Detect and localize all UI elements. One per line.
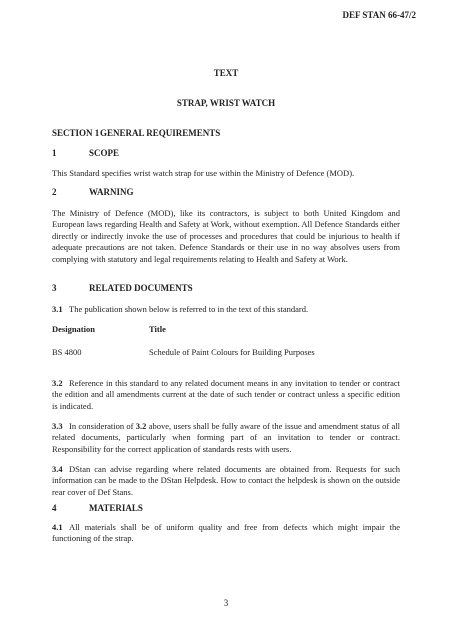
page-number: 3 <box>223 598 229 608</box>
paragraph-text-start: In consideration of <box>69 421 136 431</box>
warning-heading <box>52 187 134 197</box>
document-reference: DEF STAN 66-47/2 <box>342 10 416 20</box>
paragraph-number: 4.1 <box>52 522 63 532</box>
section-heading <box>52 128 220 138</box>
paragraph-text: All materials shall be of uniform quality and free from defects which might impair the functioning of the strap. <box>52 522 400 544</box>
document-subject: STRAP, WRIST WATCH <box>176 98 276 108</box>
related-documents-title: RELATED DOCUMENTS <box>89 283 193 293</box>
cross-reference: 3.2 <box>135 421 147 431</box>
paragraph-3-2 <box>52 378 400 412</box>
warning-body: The Ministry of Defence (MOD), like its contractors, is subject to both United Kingdom and European laws regarding Health and Safety at Work, without exemption. All Defence Standards either directly or indirectly invoke the use of processes and procedures that could be injurious to health if adequate precautions are not taken. Defence Standards or their use in no way absolves users from complying with statutory and legal requirements relating to Health and Safety at Work. <box>52 208 400 264</box>
document-label: TEXT <box>213 68 239 78</box>
paragraph-number: 3.1 <box>52 304 63 314</box>
paragraph-3-1 <box>52 304 400 315</box>
section-title: GENERAL REQUIREMENTS <box>100 128 221 138</box>
warning-number: 2 <box>52 187 57 197</box>
paragraph-number: 3.3 <box>52 421 63 431</box>
scope-number: 1 <box>52 148 57 158</box>
scope-heading <box>52 148 119 158</box>
paragraph-number: 3.2 <box>52 378 63 388</box>
related-documents-number: 3 <box>52 283 57 293</box>
scope-title: SCOPE <box>89 148 120 158</box>
materials-heading <box>52 503 143 513</box>
paragraph-text: Reference in this standard to any related document means in any invitation to tender or contract the edition and all amendments current at the date of such tender or contract unless a specific edition is indicated. <box>52 378 400 411</box>
paragraph-text: The publication shown below is referred to in the text of this standard. <box>69 304 309 314</box>
paragraph-3-4 <box>52 464 400 498</box>
section-number: SECTION 1 <box>52 128 100 138</box>
materials-number: 4 <box>52 503 57 513</box>
paragraph-4-1 <box>52 522 400 545</box>
related-documents-heading <box>52 283 193 293</box>
designation-cell: BS 4800 <box>52 347 82 357</box>
title-cell: Schedule of Paint Colours for Building Purposes <box>149 347 315 357</box>
paragraph-number: 3.4 <box>52 464 63 474</box>
scope-body: This Standard specifies wrist watch strap for use within the Ministry of Defence (MOD). <box>52 168 355 178</box>
paragraph-text-rest: above, users shall be fully aware of the issue and amendment status of all related documents, particularly when forming part of an invitation to tender or contract. Responsibility for the correct application of standards rests with users. <box>52 421 400 454</box>
paragraph-3-3 <box>52 421 400 455</box>
designation-column-header: Designation <box>52 324 95 334</box>
title-column-header: Title <box>149 324 166 334</box>
warning-title: WARNING <box>89 187 134 197</box>
materials-title: MATERIALS <box>89 503 143 513</box>
paragraph-text: DStan can advise regarding where related documents are obtained from. Requests for such information can be made to the DStan Helpdesk. How to contact the helpdesk is shown on the outside rear cover of Def Stans. <box>52 464 400 497</box>
